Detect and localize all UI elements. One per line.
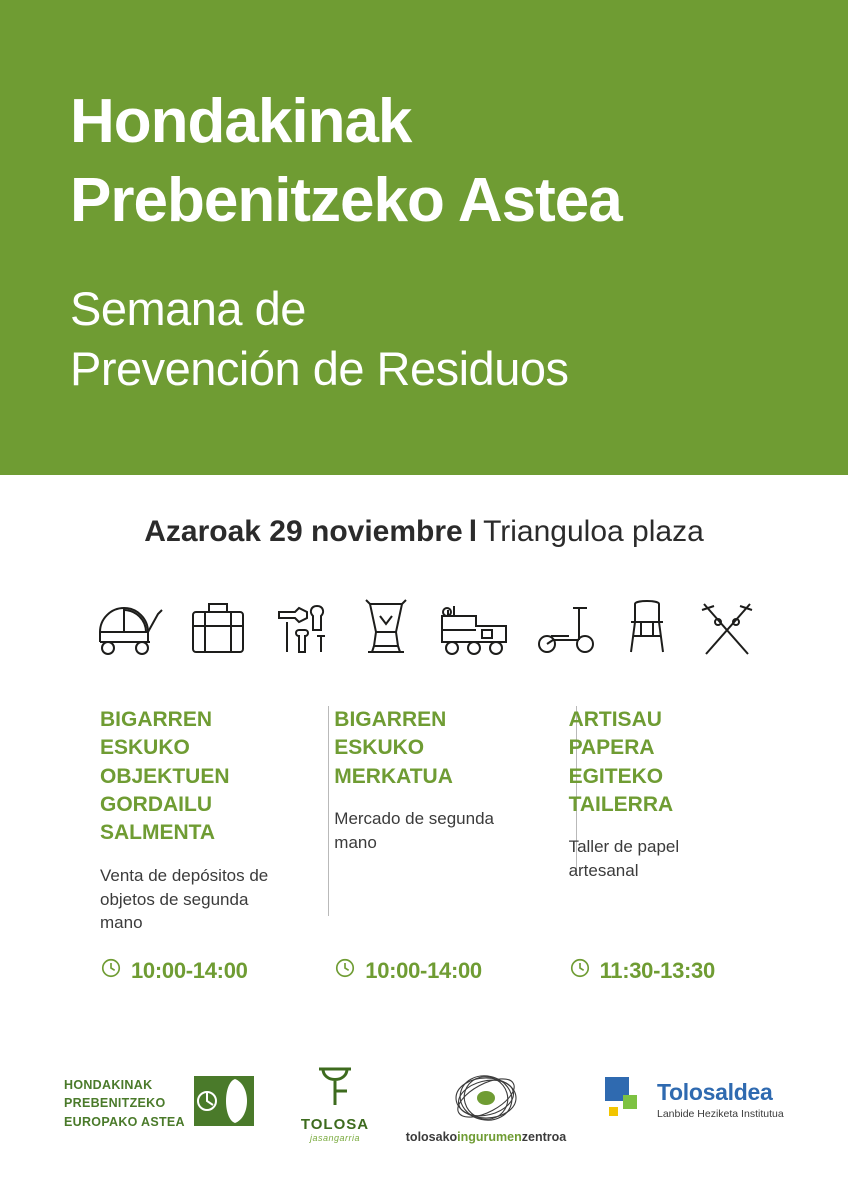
title-spanish <box>70 279 778 399</box>
logo-tolosa-tagline: jasangarria <box>309 1133 361 1143</box>
activity-column-3 <box>541 706 760 1001</box>
ski-poles-icon <box>696 596 758 660</box>
title-spanish-line2: Prevención de Residuos <box>70 341 569 395</box>
high-chair-icon <box>619 596 675 660</box>
title-basque-line2: Prebenitzeko Astea <box>70 166 622 236</box>
activity-time-text: 10:00-14:00 <box>365 958 482 983</box>
activity-column-1 <box>100 706 306 1001</box>
title-basque-line1: Hondakinak <box>70 87 412 156</box>
clock-icon <box>100 957 122 985</box>
logo-ewwr-line2: PREBENITZEKO <box>64 1096 166 1111</box>
activity-subtitle: Venta de depósitos de objetos de segunda mano <box>100 865 269 933</box>
activity-time <box>569 957 715 985</box>
logo-ingurumen-part2: ingurumen <box>457 1130 522 1144</box>
tolosa-symbol-icon <box>313 1096 357 1113</box>
activity-subtitle: Mercado de segunda mano <box>334 809 495 852</box>
title-basque <box>70 82 778 241</box>
logo-ewwr-mark-icon <box>193 1075 255 1132</box>
toy-train-icon <box>436 596 514 660</box>
blender-icon <box>358 596 414 660</box>
logo-tolosa <box>292 1061 378 1143</box>
suitcase-icon <box>185 596 251 660</box>
activity-time-text: 10:00-14:00 <box>131 958 248 983</box>
logo-ingurumen-part3: zentroa <box>521 1130 567 1144</box>
activity-title: BIGARREN ESKUKO MERKATUA <box>334 708 453 788</box>
logo-tolosaldea-name: Tolosaldea <box>657 1079 773 1106</box>
tools-icon <box>273 596 337 660</box>
logo-tolosaldea-subtitle: Lanbide Heziketa Institutua <box>657 1108 784 1121</box>
activity-subtitle: Taller de papel artesanal <box>568 837 680 881</box>
logo-tolosaldea <box>605 1077 784 1124</box>
poster-header <box>0 0 848 475</box>
logo-tolosa-name: TOLOSA <box>300 1116 370 1133</box>
footer-logos <box>0 1055 848 1175</box>
logo-ingurumen-zentroa <box>400 1073 572 1144</box>
clock-icon <box>569 957 591 985</box>
dateline-date: Azaroak 29 noviembre <box>144 515 463 548</box>
scooter-icon <box>535 596 597 660</box>
logo-ewwr-text <box>64 1076 185 1130</box>
activity-time <box>334 957 482 985</box>
clock-icon <box>334 957 356 985</box>
stroller-icon <box>90 596 164 660</box>
logo-ewwr <box>64 1075 255 1132</box>
logo-ewwr-line3: EUROPAKO ASTEA <box>64 1114 185 1129</box>
title-spanish-line1: Semana de <box>70 281 306 335</box>
activity-icon-strip <box>90 590 758 665</box>
scribble-circle-icon <box>442 1110 530 1127</box>
tolosaldea-mark-icon <box>605 1077 647 1124</box>
dateline <box>0 515 848 549</box>
logo-ingurumen-part1: tolosako <box>405 1130 458 1144</box>
logo-ingurumen-text <box>400 1130 572 1144</box>
dateline-separator: l <box>468 515 478 548</box>
logo-ewwr-line1: HONDAKINAK <box>64 1078 153 1093</box>
activity-title: ARTISAU PAPERA EGITEKO TAILERRA <box>568 708 674 817</box>
activity-time-text: 11:30-13:30 <box>599 958 715 983</box>
activity-column-2 <box>306 706 540 1001</box>
dateline-place: Trianguloa plaza <box>483 515 704 548</box>
logo-tolosaldea-text <box>657 1081 784 1120</box>
activity-time <box>100 957 248 985</box>
activities-columns <box>100 706 760 1001</box>
activity-title: BIGARREN ESKUKO OBJEKTUEN GORDAILU SALMENTA <box>100 708 230 845</box>
